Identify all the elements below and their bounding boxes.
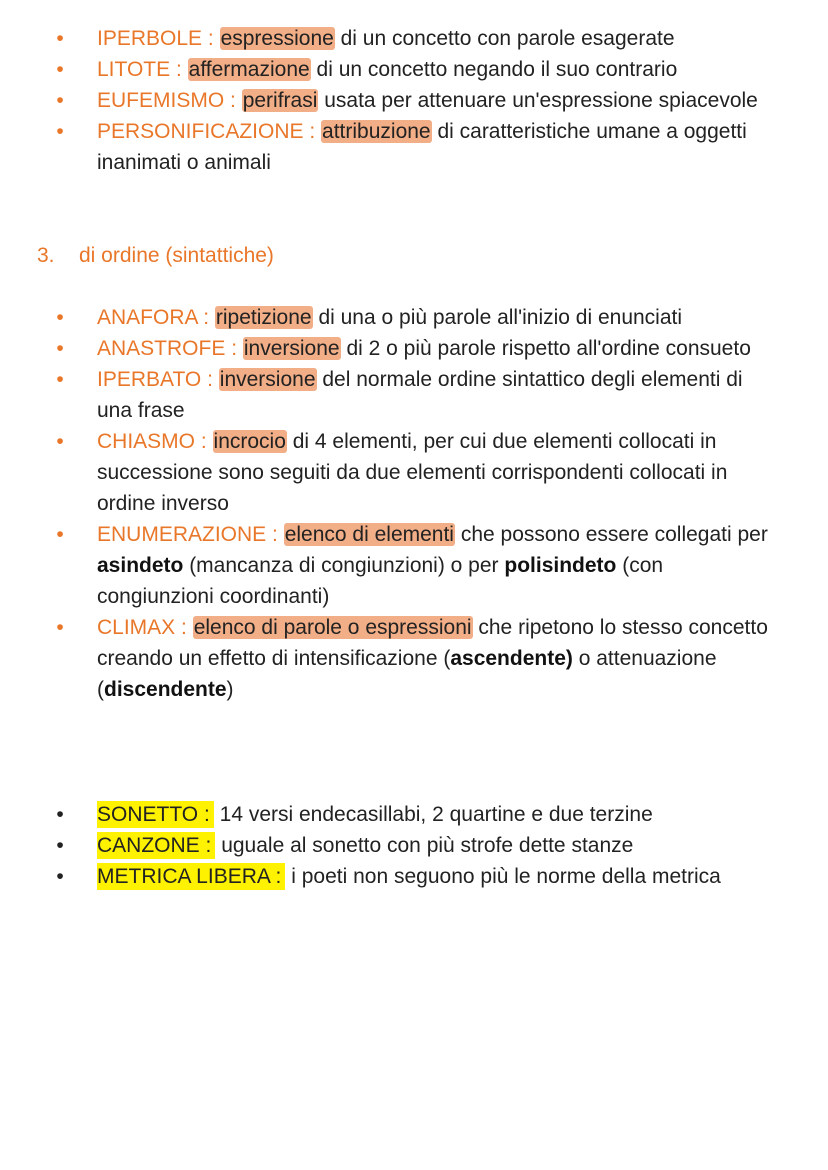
highlighted-keyword: espressione: [220, 27, 334, 50]
list-item: [0, 333, 800, 364]
bullet-icon: •: [56, 865, 64, 888]
bullet-icon: •: [56, 89, 64, 112]
definition-text: di una o più parole all'inizio di enunciati: [312, 306, 683, 329]
bullet-icon: •: [56, 368, 64, 391]
highlighted-keyword: affermazione: [188, 58, 310, 81]
bullet-icon: •: [56, 337, 64, 360]
highlighted-keyword: inversione: [219, 368, 316, 391]
term-label: CHIASMO :: [97, 430, 207, 453]
definition-text: del normale ordine sintattico degli elementi di una frase: [97, 368, 743, 422]
definition-text: di 4 elementi, per cui due elementi collocati in successione sono seguiti da due elementi corrispondenti collocati in ordine inverso: [97, 430, 728, 515]
list-item: [0, 799, 800, 830]
highlighted-keyword: ripetizione: [215, 306, 312, 329]
metrics-list: [0, 799, 800, 892]
list-item: [0, 519, 800, 612]
term-label: ANASTROFE :: [97, 337, 238, 360]
definition-text: di un concetto con parole esagerate: [334, 27, 675, 50]
bold-term: discendente: [104, 678, 227, 701]
highlighted-keyword: elenco di elementi: [284, 523, 454, 546]
term-label: ANAFORA :: [97, 306, 210, 329]
list-item: [0, 23, 800, 54]
term-label: IPERBOLE :: [97, 27, 214, 50]
bullet-icon: •: [56, 834, 64, 857]
bullet-icon: •: [56, 803, 64, 826]
highlighted-keyword: elenco di parole o espressioni: [193, 616, 472, 639]
definition-text: ): [226, 678, 234, 701]
highlighted-keyword: incrocio: [213, 430, 286, 453]
list-item: [0, 364, 800, 426]
definition-text: di 2 o più parole rispetto all'ordine consueto: [340, 337, 751, 360]
term-label: CLIMAX :: [97, 616, 187, 639]
list-item: [0, 54, 800, 85]
section-number: 3.: [37, 244, 55, 267]
highlighted-keyword: inversione: [243, 337, 340, 360]
term-label: SONETTO :: [97, 801, 214, 828]
term-label: LITOTE :: [97, 58, 182, 81]
bullet-icon: •: [56, 58, 64, 81]
definition-text: di un concetto negando il suo contrario: [310, 58, 678, 81]
bullet-icon: •: [56, 430, 64, 453]
term-label: METRICA LIBERA :: [97, 863, 285, 890]
term-label: ENUMERAZIONE :: [97, 523, 278, 546]
definition-text: di caratteristiche umane a oggetti inanimati o animali: [97, 120, 747, 174]
figures-list-order: [0, 302, 800, 705]
list-item: [0, 85, 800, 116]
section-heading: [37, 240, 274, 271]
term-label: PERSONIFICAZIONE :: [97, 120, 316, 143]
definition-text: (con congiunzioni coordinanti): [97, 554, 664, 608]
list-item: [0, 302, 800, 333]
definition-text: o attenuazione (: [97, 647, 717, 701]
definition-text: che ripetono lo stesso concetto creando un effetto di intensificazione (: [97, 616, 768, 670]
bullet-icon: •: [56, 616, 64, 639]
definition-text: che possono essere collegati per: [454, 523, 768, 546]
bullet-icon: •: [56, 523, 64, 546]
bold-term: ascendente): [450, 647, 573, 670]
definition-text: uguale al sonetto con più strofe dette stanze: [221, 834, 634, 857]
list-item: [0, 612, 800, 705]
definition-text: usata per attenuare un'espressione spiacevole: [318, 89, 758, 112]
figures-list-meaning: [0, 23, 800, 178]
bullet-icon: •: [56, 27, 64, 50]
section-title: di ordine (sintattiche): [79, 244, 274, 267]
definition-text: (mancanza di congiunzioni) o per: [183, 554, 505, 577]
highlighted-keyword: attribuzione: [322, 120, 431, 143]
list-item: [0, 426, 800, 519]
term-label: CANZONE :: [97, 832, 215, 859]
term-label: EUFEMISMO :: [97, 89, 236, 112]
bold-term: polisindeto: [504, 554, 617, 577]
term-label: IPERBATO :: [97, 368, 213, 391]
list-item: [0, 861, 800, 892]
highlighted-keyword: perifrasi: [242, 89, 318, 112]
list-item: [0, 830, 800, 861]
bold-term: asindeto: [97, 554, 184, 577]
bullet-icon: •: [56, 120, 64, 143]
definition-text: i poeti non seguono più le norme della metrica: [291, 865, 721, 888]
list-item: [0, 116, 800, 178]
bullet-icon: •: [56, 306, 64, 329]
definition-text: 14 versi endecasillabi, 2 quartine e due terzine: [219, 803, 653, 826]
